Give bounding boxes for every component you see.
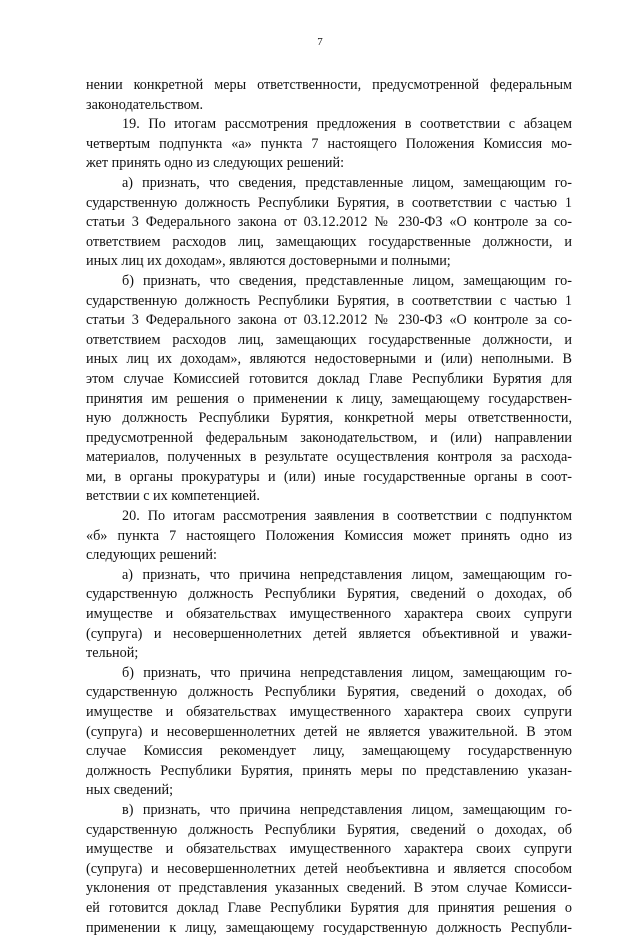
text-line: тельной; (86, 645, 139, 662)
text-line: статьи 3 Федерального закона от 03.12.2012 № 230-ФЗ «О контроле за со- (86, 214, 572, 231)
text-line: «б» пункта 7 настоящего Положения Комиссия может принять одно из (86, 527, 572, 544)
text-line: ответствием расходов лиц, замещающих государственные должности, и (86, 233, 572, 250)
text-line: этом случае Комиссией готовится доклад Главе Республики Бурятия для (86, 370, 572, 387)
text-line: б) признать, что сведения, представленные лицом, замещающим го- (122, 272, 572, 289)
text-line: в) признать, что причина непредставления лицом, замещающим го- (122, 801, 572, 818)
text-line: 20. По итогам рассмотрения заявления в соответствии с подпунктом (122, 508, 572, 525)
text-line: ную должность Республики Бурятия, конкретной меры ответственности, (86, 410, 572, 427)
page-number: 7 (317, 36, 323, 48)
text-line: имуществе и обязательствах имущественного характера своих супруги (86, 841, 572, 858)
text-line: ми, в органы прокуратуры и (или) иные государственные органы в соот- (86, 468, 572, 485)
text-line: а) признать, что причина непредставления лицом, замещающим го- (122, 566, 572, 583)
text-line: законодательством. (86, 96, 204, 113)
text-line: б) признать, что причина непредставления лицом, замещающим го- (122, 664, 572, 681)
text-line: применении к лицу, замещающему государственную должность Республи- (86, 919, 572, 936)
text-line: жет принять одно из следующих решений: (86, 155, 345, 172)
text-line: должность Республики Бурятия, принять меры по представлению указан- (86, 762, 572, 779)
text-line: (супруга) и несовершеннолетних детей необъективна и является способом (86, 860, 572, 877)
text-line: случае Комиссия рекомендует лицу, замещающему государственную (86, 743, 572, 760)
text-line: имуществе и обязательствах имущественного характера своих супруги (86, 704, 572, 720)
text-line: сударственную должность Республики Бурятия, в соответствии с частью 1 (86, 194, 572, 211)
text-line: иных лиц их доходам», являются достоверными и полными; (86, 253, 451, 270)
text-line: уклонения от представления указанных сведений. В этом случае Комисси- (86, 880, 572, 897)
text-line: сударственную должность Республики Бурятия, в соответствии с частью 1 (86, 292, 572, 309)
text-line: ей готовится доклад Главе Республики Бурятия для принятия решения о (86, 899, 572, 916)
text-line: сударственную должность Республики Бурятия, сведений о доходах, об (86, 684, 572, 701)
text-line: ветствии с их компетенцией. (86, 488, 260, 505)
text-line: сударственную должность Республики Бурятия, сведений о доходах, об (86, 821, 572, 838)
text-line: предусмотренной федеральным законодательством, и (или) направлении (86, 429, 572, 446)
text-line: следующих решений: (86, 547, 217, 564)
text-line: (супруга) и несовершеннолетних детей не является уважительной. В этом (86, 723, 572, 740)
text-line: четвертым подпункта «а» пункта 7 настоящего Положения Комиссия мо- (86, 135, 572, 152)
text-line: а) признать, что сведения, представленные лицом, замещающим го- (122, 174, 572, 191)
text-line: материалов, полученных в результате осуществления контроля за расхода- (86, 449, 572, 466)
text-line: статьи 3 Федерального закона от 03.12.2012 № 230-ФЗ «О контроле за со- (86, 312, 572, 329)
text-line: принятия им решения о применении к лицу, замещающему государствен- (86, 390, 572, 407)
text-line: ных сведений; (86, 782, 174, 799)
text-line: (супруга) и несовершеннолетних детей является объективной и уважи- (86, 625, 572, 642)
text-line: нении конкретной меры ответственности, предусмотренной федеральным (86, 77, 572, 93)
text-line: 19. По итогам рассмотрения предложения в соответствии с абзацем (122, 116, 572, 133)
text-line: сударственную должность Республики Бурятия, сведений о доходах, об (86, 586, 572, 603)
text-line: иных лиц их доходам», являются недостоверными и (или) неполными. В (86, 351, 572, 368)
text-line: имуществе и обязательствах имущественного характера своих супруги (86, 606, 572, 623)
document-body (86, 76, 572, 938)
text-line: ответствием расходов лиц, замещающих государственные должности, и (86, 331, 572, 348)
